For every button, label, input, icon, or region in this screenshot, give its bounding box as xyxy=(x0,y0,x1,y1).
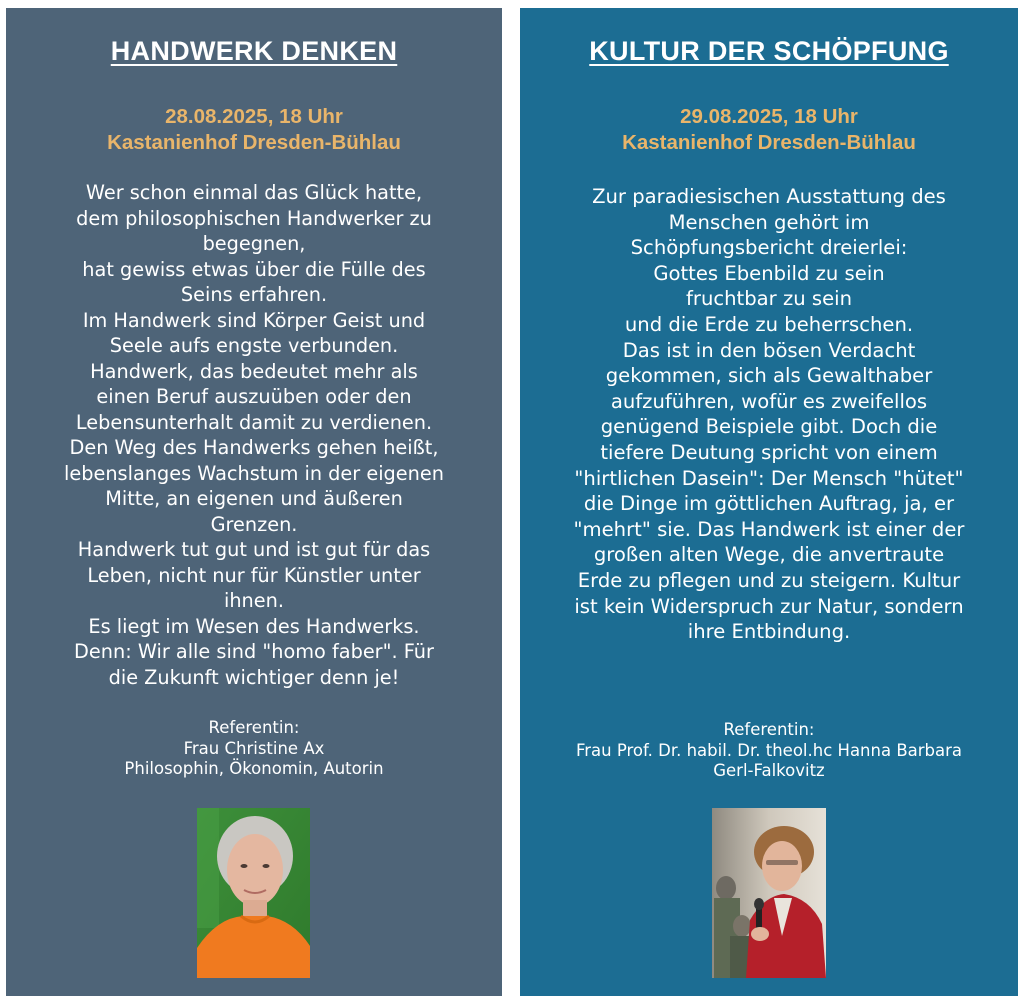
description-line: Seins erfahren. xyxy=(180,283,328,306)
description-line: Denn: Wir alle sind "homo faber". Für xyxy=(74,640,434,663)
event-date: 28.08.2025, 18 Uhr xyxy=(165,105,343,128)
description-line: Seele aufs engste verbunden. xyxy=(109,334,399,357)
description-line: die Dinge im göttlichen Auftrag, ja, er xyxy=(583,492,955,516)
description-line: gekommen, sich als Gewalthaber xyxy=(605,364,933,388)
description-line: Mitte, an eigenen und äußeren xyxy=(105,487,403,510)
speaker-portrait xyxy=(712,808,826,978)
description-line: tiefere Deutung spricht von einem xyxy=(600,440,938,464)
event-card-kultur-der-schoepfung xyxy=(520,8,1018,996)
description-line: die Zukunft wichtiger denn je! xyxy=(108,665,400,689)
speaker-role: Philosophin, Ökonomin, Autorin xyxy=(124,759,384,778)
event-title: HANDWERK DENKEN xyxy=(110,36,398,66)
description-line: Leben, nicht nur für Künstler unter xyxy=(87,563,421,587)
event-venue: Kastanienhof Dresden-Bühlau xyxy=(107,131,401,154)
description-line: einen Beruf auszuüben oder den xyxy=(96,385,412,408)
description-line: Zur paradiesischen Ausstattung des xyxy=(592,185,946,208)
description-line: lebenslanges Wachstum in der eigenen xyxy=(64,461,444,485)
event-date-venue xyxy=(6,104,502,156)
speaker-portrait xyxy=(197,808,310,978)
event-card-handwerk-denken xyxy=(6,8,502,996)
description-line: Im Handwerk sind Körper Geist und xyxy=(82,308,426,332)
speaker-info xyxy=(520,720,1018,782)
description-line: Erde zu pflegen und zu steigern. Kultur xyxy=(577,568,961,592)
description-line: dem philosophischen Handwerker zu xyxy=(76,206,432,230)
description-line: Den Weg des Handwerks gehen heißt, xyxy=(69,436,439,459)
description-line: und die Erde zu beherrschen. xyxy=(624,312,914,336)
event-venue: Kastanienhof Dresden-Bühlau xyxy=(622,131,916,154)
description-line: ihre Entbindung. xyxy=(687,620,851,644)
description-line: Lebensunterhalt damit zu verdienen. xyxy=(75,410,433,434)
description-line: "mehrt" sie. Das Handwerk ist einer der xyxy=(573,517,965,541)
description-line: hat gewiss etwas über die Fülle des xyxy=(82,257,426,281)
description-line: aufzuführen, wofür es zweifellos xyxy=(610,389,928,413)
event-title: KULTUR DER SCHÖPFUNG xyxy=(589,36,949,66)
description-line: Handwerk tut gut und ist gut für das xyxy=(77,538,431,561)
speaker-name-continued: Gerl-Falkovitz xyxy=(713,761,825,780)
description-line: ist kein Widerspruch zur Natur, sondern xyxy=(574,594,964,618)
description-line: Grenzen. xyxy=(210,512,298,536)
speaker-name: Frau Christine Ax xyxy=(183,738,325,758)
description-line: Das ist in den bösen Verdacht xyxy=(622,338,916,362)
description-line: Gottes Ebenbild zu sein xyxy=(653,261,885,285)
event-date: 29.08.2025, 18 Uhr xyxy=(680,105,858,128)
speaker-name: Frau Prof. Dr. habil. Dr. theol.hc Hanna Barbara xyxy=(575,740,963,760)
event-description xyxy=(14,180,494,690)
description-line: Wer schon einmal das Glück hatte, xyxy=(85,181,423,204)
speaker-label: Referentin: xyxy=(208,718,300,737)
speaker-label: Referentin: xyxy=(723,720,815,739)
description-line: großen alten Wege, die anvertraute xyxy=(593,543,945,567)
event-date-venue xyxy=(520,104,1018,156)
description-line: "hirtlichen Dasein": Der Mensch "hütet" xyxy=(574,466,964,490)
description-line: Schöpfungsbericht dreierlei: xyxy=(630,236,908,260)
description-line: Es liegt im Wesen des Handwerks. xyxy=(88,614,420,638)
description-line: Handwerk, das bedeutet mehr als xyxy=(90,359,418,383)
description-line: genügend Beispiele gibt. Doch die xyxy=(600,415,938,439)
description-line: begegnen, xyxy=(202,232,306,255)
event-description xyxy=(528,184,1010,645)
description-line: ihnen. xyxy=(223,589,284,612)
speaker-info xyxy=(6,718,502,780)
description-line: fruchtbar zu sein xyxy=(685,287,853,311)
description-line: Menschen gehört im xyxy=(668,210,870,234)
